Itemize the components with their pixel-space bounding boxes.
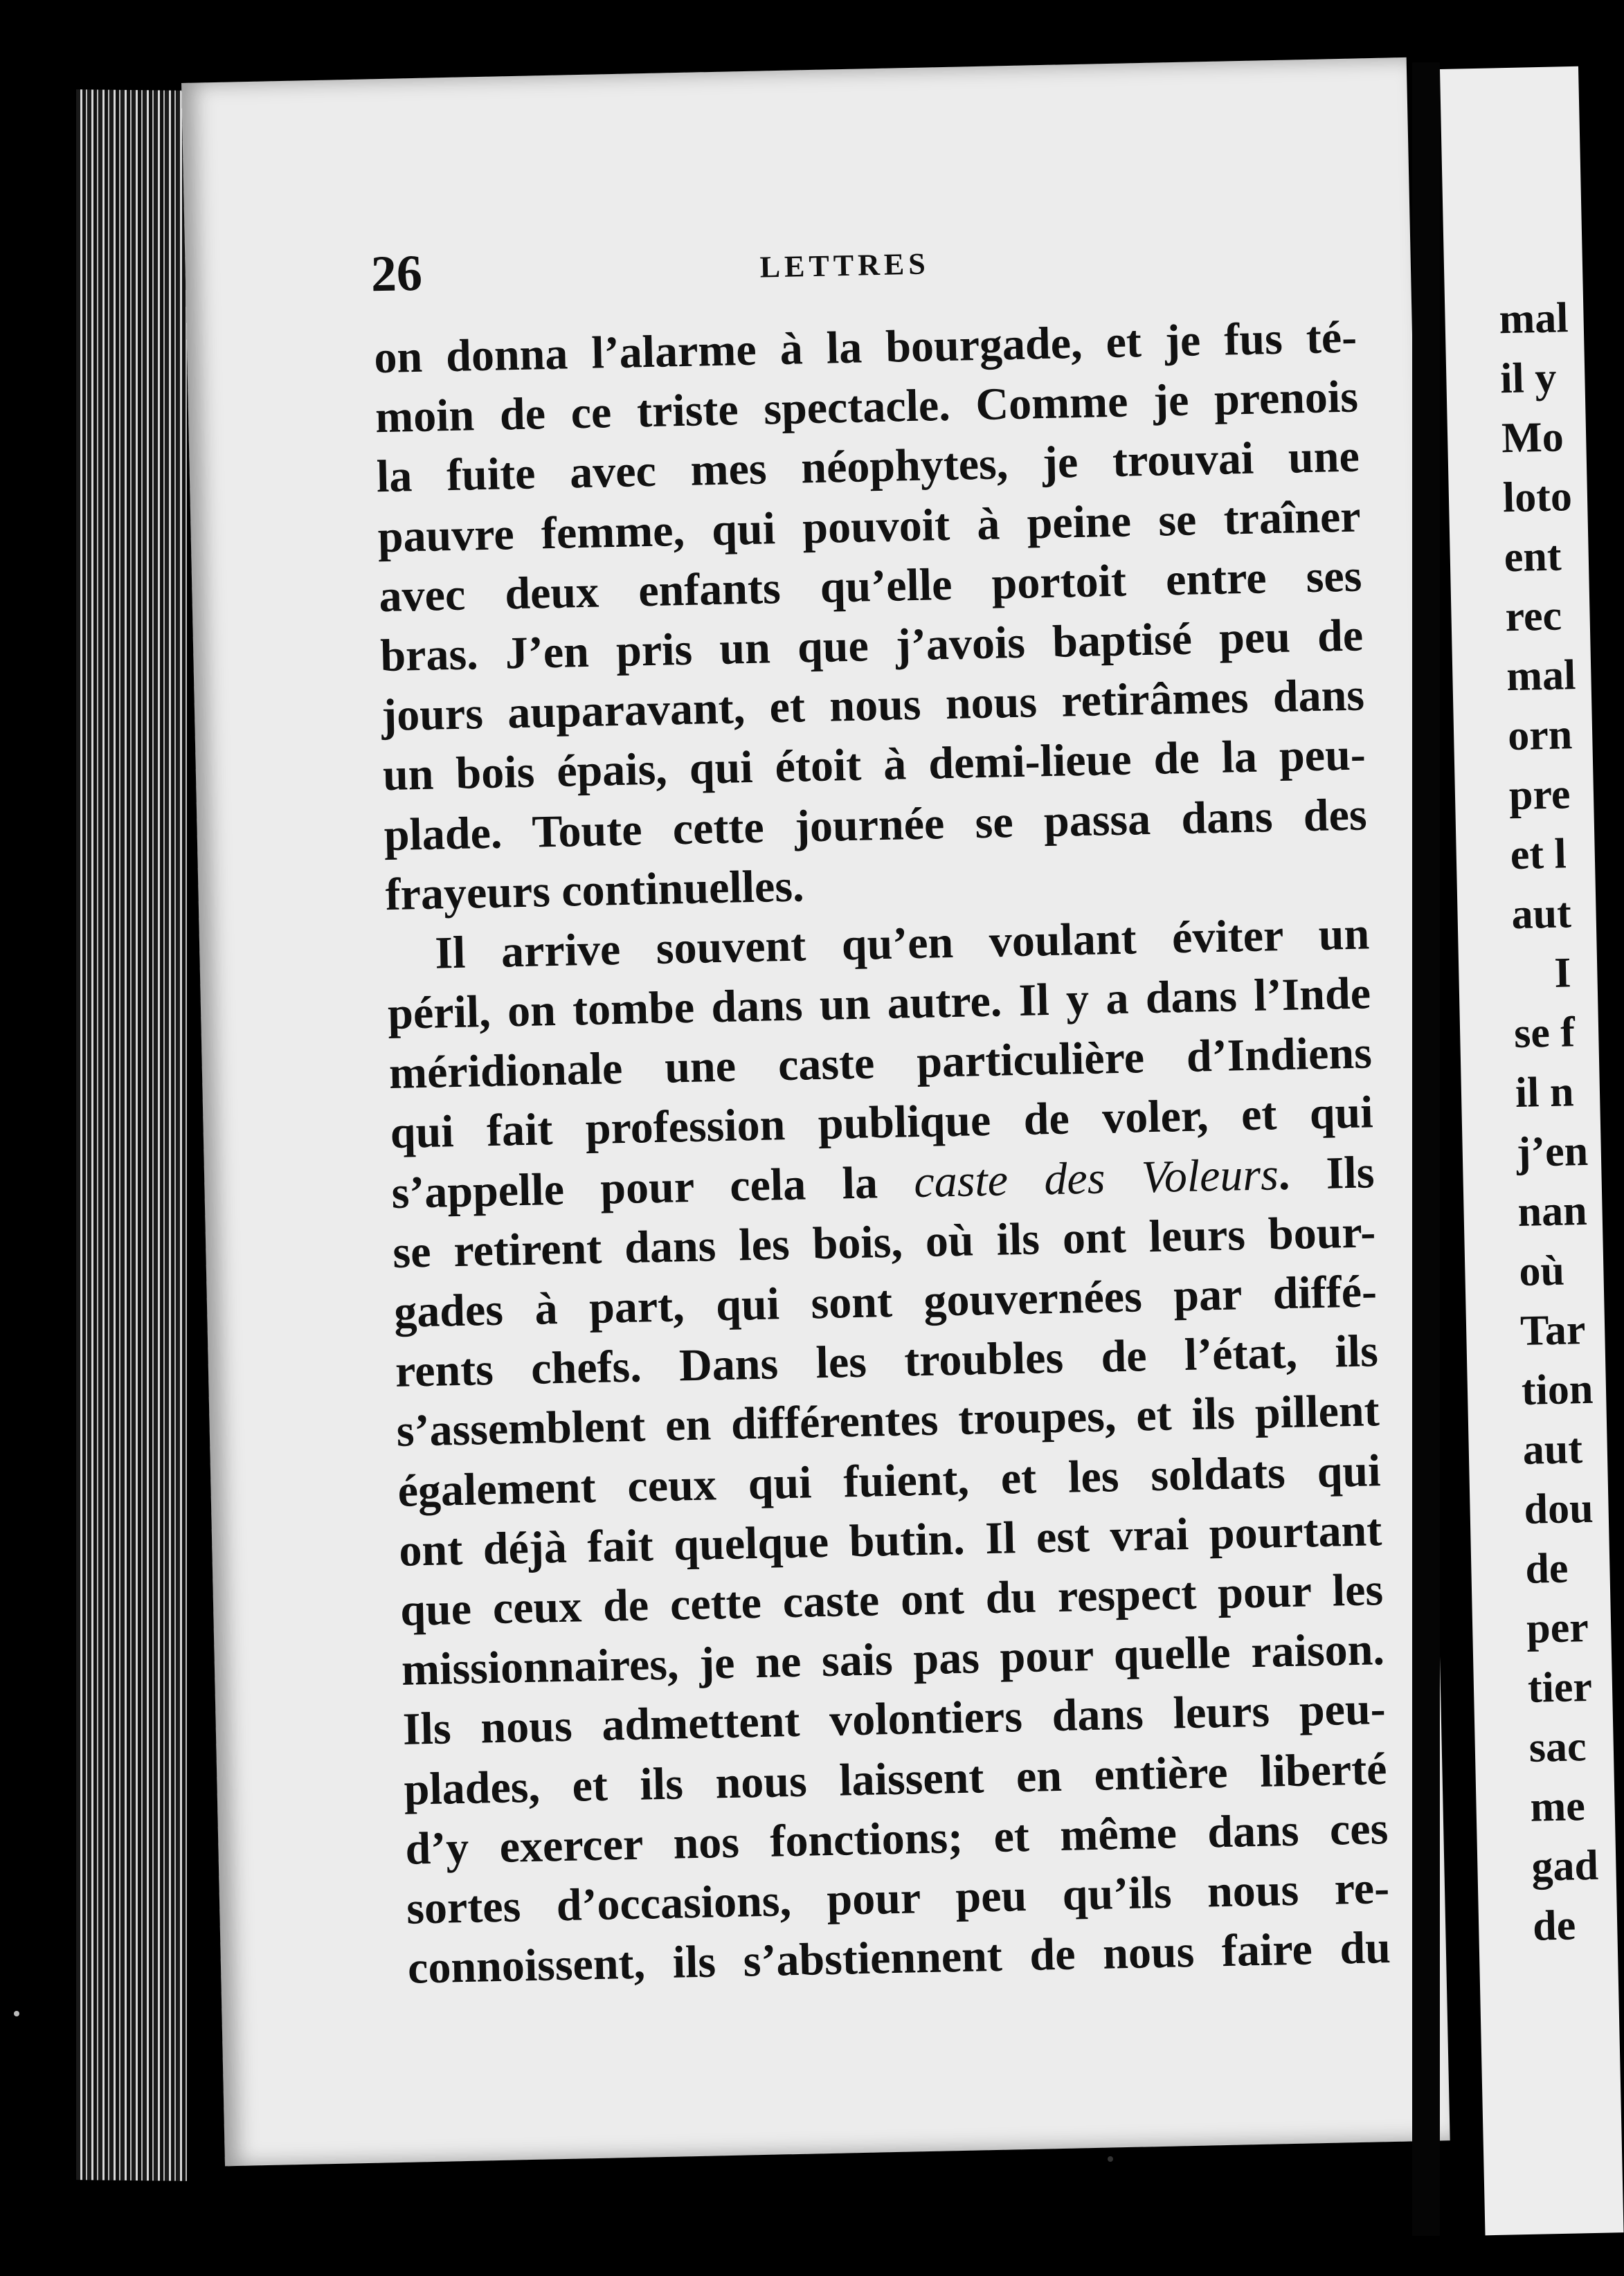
facing-line-fragment: me — [1529, 1782, 1586, 1831]
facing-line-fragment: où — [1518, 1247, 1565, 1295]
text-line: également ceux qui fuient, et les soldats qui — [397, 1445, 1382, 1517]
text-line: frayeurs continuelles. — [384, 860, 805, 920]
facing-line-fragment: j’en — [1516, 1127, 1589, 1177]
text-line: bras. J’en pris un que j’avois baptisé peu de — [379, 610, 1364, 682]
text-segment: s’appelle pour cela la — [390, 1156, 915, 1218]
facing-line-fragment: de — [1524, 1544, 1569, 1593]
book-gutter — [1412, 62, 1440, 2236]
facing-line-fragment: loto — [1502, 473, 1573, 522]
facing-line-fragment: de — [1532, 1902, 1576, 1950]
facing-line-fragment: rec — [1504, 592, 1562, 641]
page-text-block — [372, 225, 1391, 1998]
text-line: Ils nous admettent volontiers dans leurs peu- — [402, 1683, 1387, 1755]
facing-line-fragment: aut — [1510, 889, 1572, 939]
facing-line-fragment: il n — [1515, 1068, 1575, 1117]
facing-line-fragment: nan — [1517, 1186, 1588, 1236]
dust-speck — [1108, 2156, 1113, 2162]
text-line: sortes d’occasions, pour peu qu’ils nous re- — [406, 1862, 1390, 1934]
text-line: jours auparavant, et nous nous retirâmes dans — [381, 669, 1365, 741]
text-line: rents chefs. Dans les troubles de l’état, ils — [395, 1326, 1379, 1398]
text-line: d’y exercer nos fonctions; et même dans ces — [404, 1803, 1389, 1875]
facing-line-fragment: mal — [1506, 651, 1576, 701]
text-segment: . Ils — [1277, 1146, 1375, 1200]
text-line: se retirent dans les bois, où ils ont leurs bour- — [392, 1207, 1376, 1278]
text-line: s’assemblent en différentes troupes, et ils pillent — [396, 1385, 1380, 1457]
text-line: méridionale une caste particulière d’Indiens — [388, 1027, 1373, 1099]
facing-line-fragment: per — [1526, 1604, 1589, 1652]
text-line: ont déjà fait quelque butin. Il est vrai pourtant — [398, 1504, 1382, 1576]
text-line: Il arrive souvent qu’en voulant éviter un — [434, 908, 1370, 979]
dust-speck — [14, 2011, 19, 2016]
text-line: péril, on tombe dans un autre. Il y a dans l’Inde — [387, 968, 1371, 1040]
facing-line-fragment: dou — [1523, 1484, 1594, 1533]
text-line: plades, et ils nous laissent en entière liberté — [403, 1743, 1388, 1815]
facing-page-cropped — [1440, 66, 1624, 2236]
text-line: gades à part, qui sont gouvernées par diffé- — [393, 1266, 1378, 1337]
text-line: que ceux de cette caste ont du respect pour les — [399, 1564, 1384, 1636]
facing-line-fragment: ent — [1504, 532, 1562, 581]
text-line: moin de ce triste spectacle. Comme je prenois — [375, 371, 1359, 443]
facing-line-fragment: mal — [1498, 294, 1569, 343]
facing-line-fragment: pre — [1508, 770, 1571, 820]
text-line: la fuite avec mes néophytes, je trouvai une — [376, 431, 1360, 503]
text-line: pauvre femme, qui pouvoit à peine se traîner — [377, 491, 1362, 562]
facing-line-fragment: Mo — [1501, 413, 1564, 462]
text-line: on donna l’alarme à la bourgade, et je fus té- — [373, 311, 1357, 383]
text-line: qui fait profession publique de voler, et qui — [390, 1087, 1374, 1159]
facing-line-fragment: tion — [1521, 1365, 1594, 1414]
page-number: 26 — [370, 244, 423, 303]
facing-line-fragment: Tar — [1519, 1306, 1587, 1355]
facing-line-fragment: se f — [1513, 1009, 1576, 1058]
facing-line-fragment: et l — [1510, 830, 1567, 879]
text-line: plade. Toute cette journée se passa dans des — [384, 788, 1368, 860]
text-line: connoissent, ils s’abstiennent de nous faire du — [407, 1922, 1391, 1994]
facing-line-fragment: orn — [1507, 711, 1573, 760]
facing-line-fragment: aut — [1522, 1425, 1583, 1474]
text-line: missionnaires, je ne sais pas pour quelle raison. — [401, 1624, 1385, 1695]
facing-line-fragment: gad — [1531, 1841, 1599, 1890]
stacked-page-edges — [76, 89, 187, 2181]
facing-line-fragment: tier — [1527, 1663, 1593, 1712]
text-line: avec deux enfants qu’elle portoit entre ses — [378, 550, 1363, 622]
text-line: un bois épais, qui étoit à demi-lieue de la peu- — [382, 729, 1366, 801]
left-page — [181, 57, 1450, 2166]
facing-line-fragment: il y — [1499, 354, 1558, 403]
facing-page-text — [1499, 288, 1605, 1956]
facing-line-fragment: sac — [1528, 1723, 1587, 1771]
italic-phrase: caste des Voleurs — [913, 1148, 1279, 1207]
running-head: LETTRES — [759, 246, 930, 284]
facing-line-fragment: I — [1553, 949, 1572, 997]
